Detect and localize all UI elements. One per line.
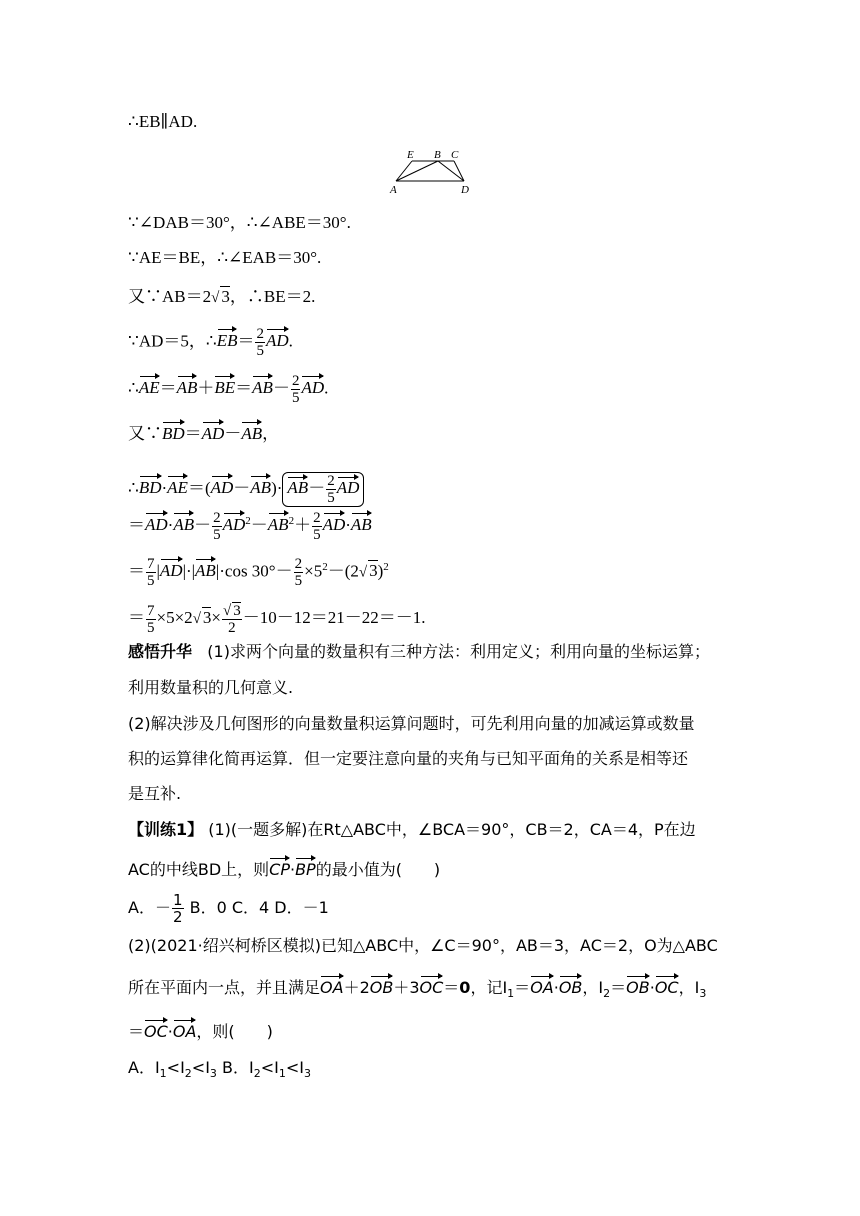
trapezoid-shape bbox=[396, 161, 464, 181]
line-eb-parallel-ad: ∴EB∥AD. bbox=[128, 112, 198, 131]
label-d: D bbox=[461, 184, 469, 195]
line-ae-be: ∵AE＝BE，∴∠EAB＝30°. bbox=[128, 248, 322, 267]
exercise-q2-line3: ＝OC·OA，则( ) bbox=[128, 1022, 273, 1041]
summary-p2-line2: 积的运算律化简再运算．但一定要注意向量的夹角与已知平面角的关系是相等还 bbox=[128, 749, 689, 768]
line-eb-vector: ∵AD＝5，∴EB＝ $\frac{2}{5}$ AD. bbox=[128, 326, 293, 359]
summary-p2-line1: (2)解决涉及几何图形的向量数量积运算问题时，可先利用向量的加减运算或数量 bbox=[128, 714, 695, 733]
summary-p2-line3: 是互补. bbox=[128, 784, 182, 803]
line-ab-value: 又∵AB＝2√ 3，∴BE＝2. bbox=[128, 287, 316, 306]
summary-p1-line2: 利用数量积的几何意义. bbox=[128, 678, 294, 697]
line-angle-dab: ∵∠DAB＝30°，∴∠ABE＝30°. bbox=[128, 213, 351, 232]
trapezoid-figure bbox=[386, 143, 476, 195]
label-a: A bbox=[390, 184, 397, 195]
label-c: C bbox=[451, 149, 459, 161]
exercise-q1-options: A．－ $\frac{1}{2}$ B．0 C．4 D．－1 bbox=[128, 891, 329, 926]
line-result: ＝ $\frac{7}{5}$ ×5×2√ 3× $\frac{√ 3}{2}$ －10－12＝21－22＝－1. bbox=[128, 602, 426, 636]
line-bd-vector: 又∵BD＝AD－AB， bbox=[128, 424, 280, 443]
exercise-q1-line2: AC的中线BD上，则CP·BP的最小值为( ) bbox=[128, 860, 441, 879]
label-e: E bbox=[407, 149, 414, 161]
label-b: B bbox=[434, 149, 441, 161]
summary-p1-line1: 感悟升华 (1)求两个向量的数量积有三种方法：利用定义；利用向量的坐标运算； bbox=[128, 642, 710, 661]
line-ae-vector: ∴AE＝AB＋BE＝AB－ $\frac{2}{5}$ AD. bbox=[128, 373, 329, 406]
exercise-q1-line1: 【训练1】 (1)(一题多解)在Rt△ABC中，∠BCA＝90°，CB＝2，CA＝4，P在边 bbox=[128, 820, 696, 839]
exercise-q2-line2: 所在平面内一点，并且满足OA＋2OB＋3OC＝0，记$I_1=OA\cdot OB$，$I_2=OB\cdot OC$，$I_3$ bbox=[128, 978, 707, 1001]
exercise-label: 【训练1】 bbox=[128, 820, 204, 839]
line-expand: ＝AD·AB－ $\frac{2}{5}$ $AD^2-AB^2+$ $\frac{2}{5}$ AD·AB bbox=[128, 510, 372, 543]
exercise-q2-line1: (2)(2021·绍兴柯桥区模拟)已知△ABC中，∠C＝90°，AB＝3，AC＝2，O为△ABC bbox=[128, 936, 718, 955]
line-bd-dot-ae: ∴BD·AE＝(AD－AB)· AB－ $\frac{2}{5}$ AD bbox=[128, 472, 364, 507]
summary-heading: 感悟升华 bbox=[128, 642, 193, 661]
line-cos: ＝ $\frac{7}{5}$ |AD|·|AB|·cos 30°－ $\frac{2}{5}$ $\times 5^2-(2√$ 3)$^2$ bbox=[128, 556, 389, 589]
exercise-q2-options: A．$I_1<I_2<I_3$ B．$I_2<I_1<I_3$ bbox=[128, 1058, 311, 1081]
